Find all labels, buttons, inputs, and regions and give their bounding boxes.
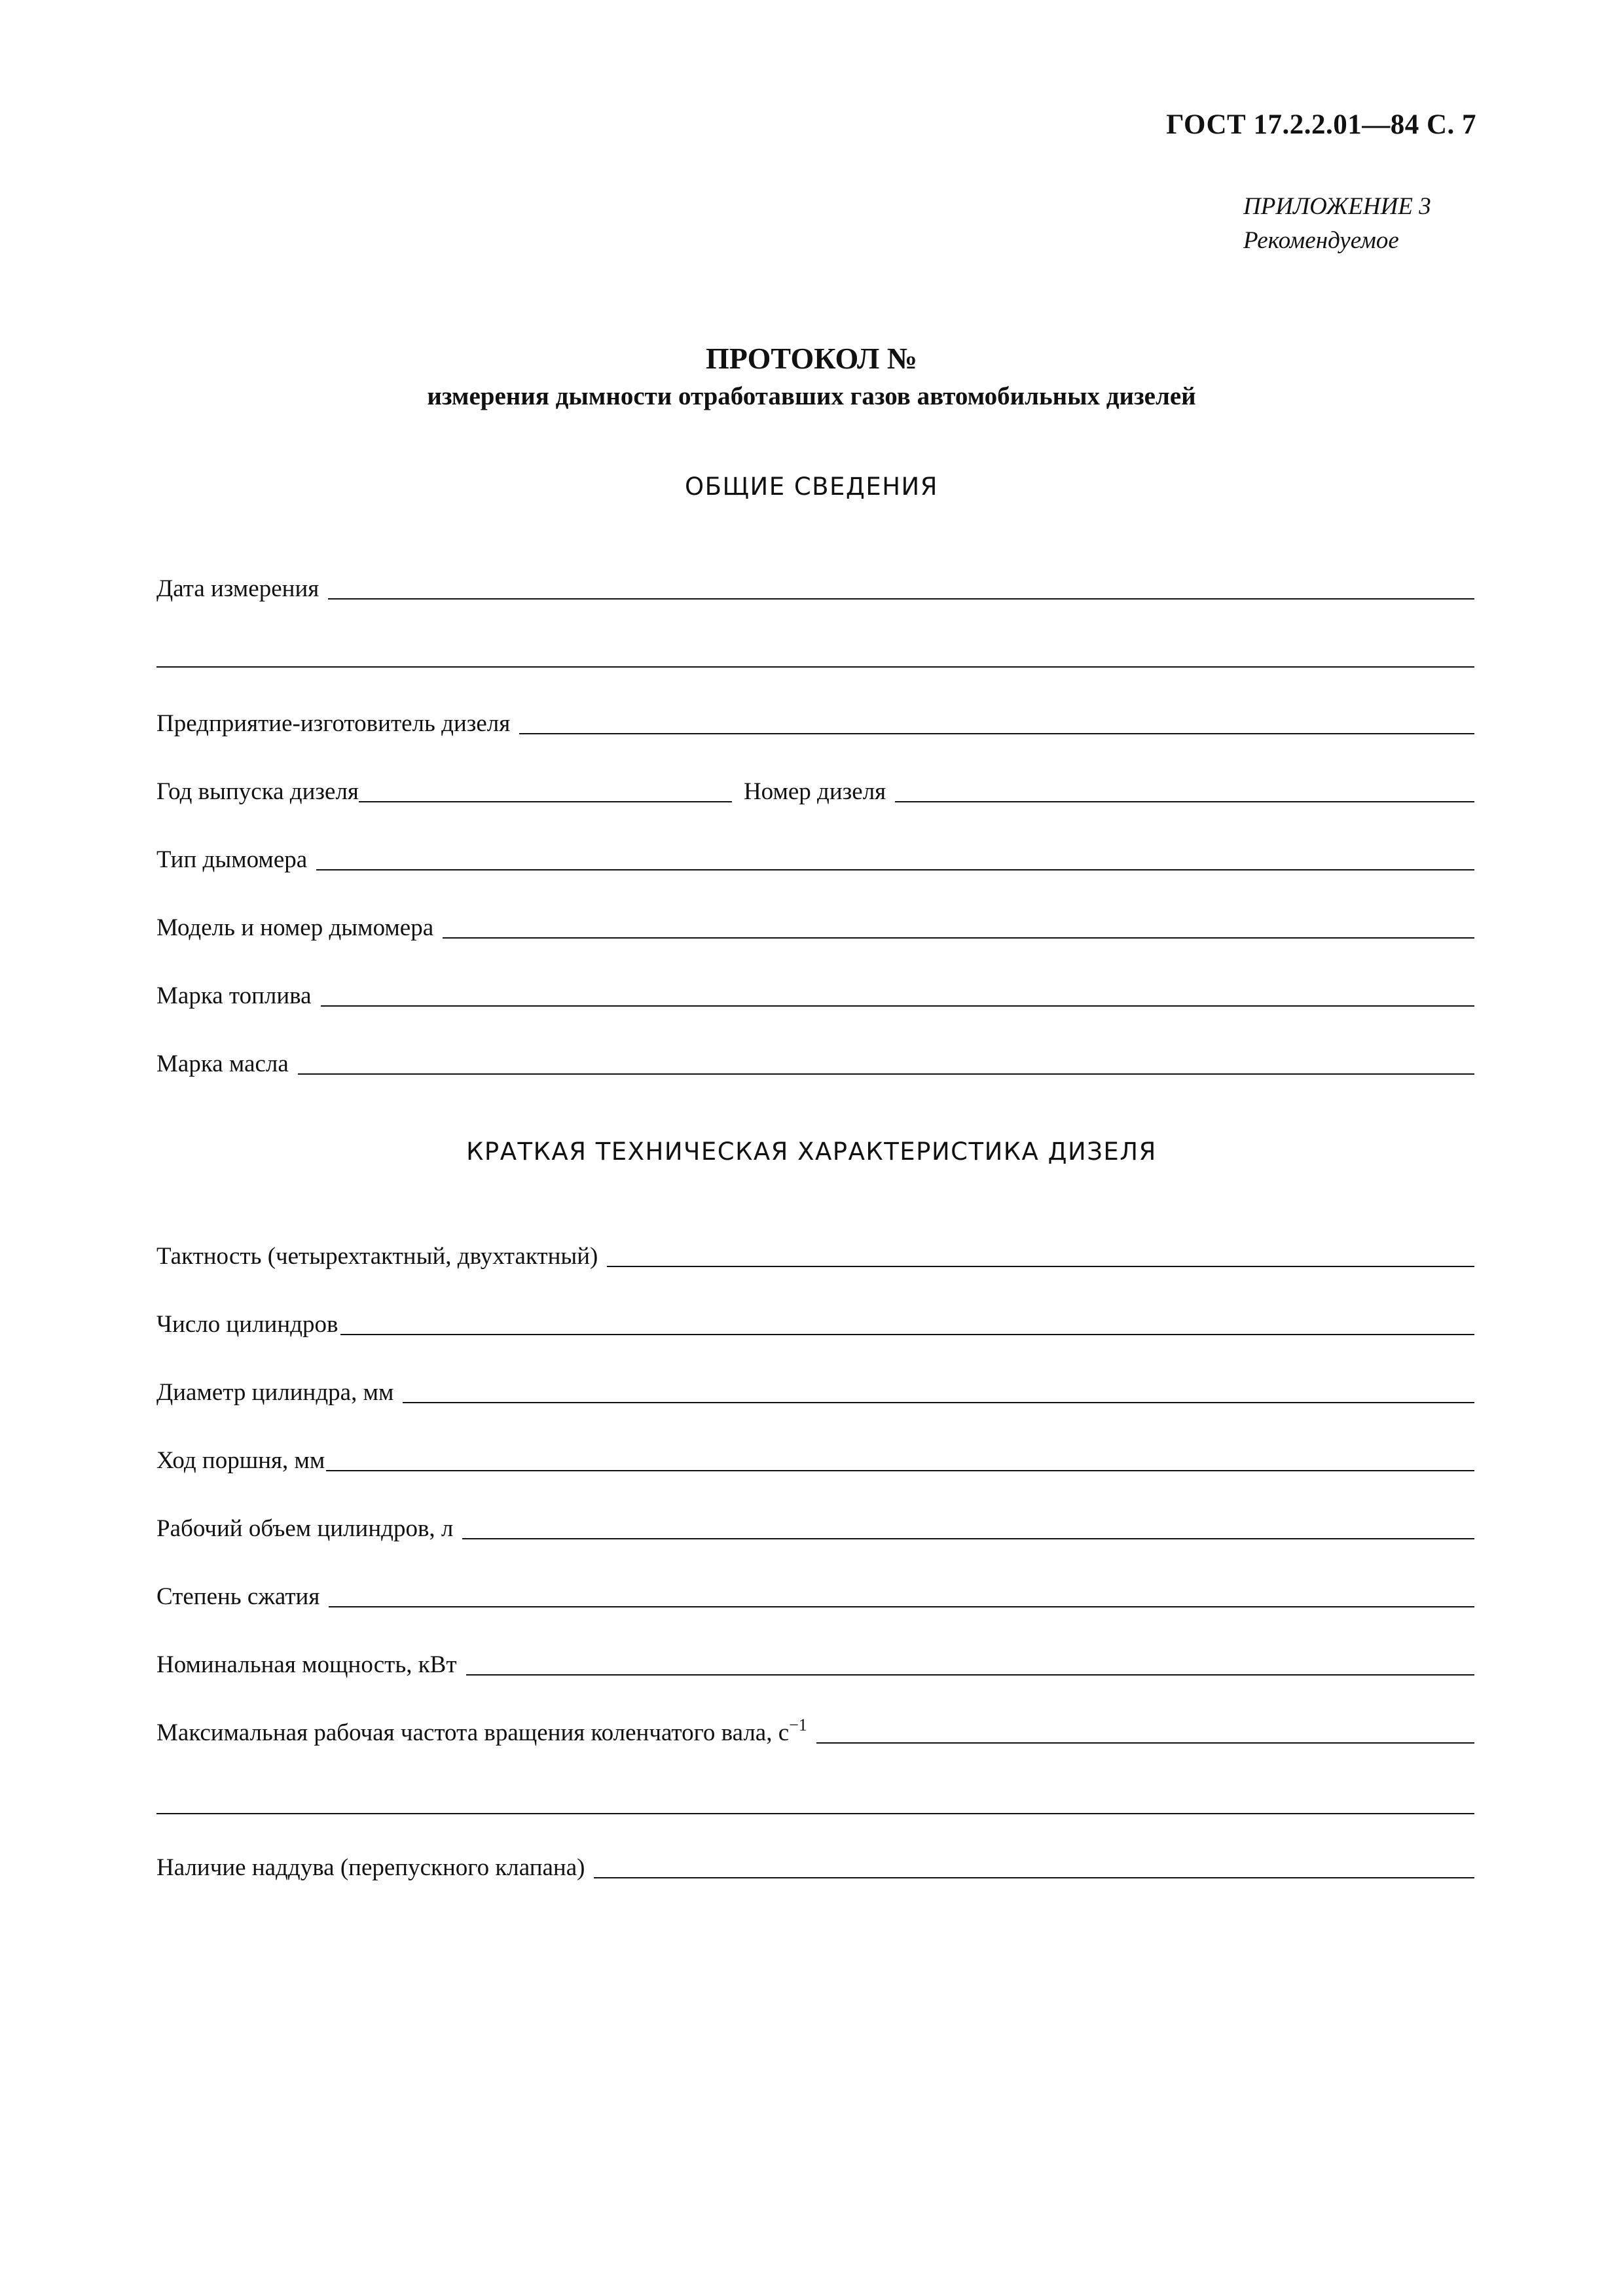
smokemeter-model-line[interactable] (443, 937, 1474, 939)
turbo-line[interactable] (594, 1877, 1474, 1878)
stroke-label: Ход поршня, мм (156, 1447, 325, 1474)
stroke-line[interactable] (326, 1470, 1474, 1471)
compression-line[interactable] (329, 1606, 1474, 1607)
year-and-number-field[interactable] (156, 764, 1474, 804)
stroke-field[interactable] (156, 1433, 1474, 1473)
appendix-status: Рекомендуемое (1243, 227, 1399, 254)
diesel-number-line[interactable] (895, 801, 1474, 802)
oil-grade-line[interactable] (298, 1073, 1474, 1075)
smokemeter-model-label: Модель и номер дымомера (156, 914, 434, 941)
fuel-grade-line[interactable] (321, 1005, 1474, 1007)
bore-field[interactable] (156, 1365, 1474, 1405)
oil-grade-label: Марка масла (156, 1050, 289, 1077)
max-speed-label-text: Максимальная рабочая частота вращения коленчатого вала, с (156, 1719, 790, 1746)
year-of-issue-line[interactable] (359, 801, 732, 802)
rated-power-line[interactable] (466, 1674, 1474, 1676)
measurement-date-line[interactable] (328, 598, 1474, 600)
cylinders-line[interactable] (340, 1334, 1474, 1335)
bore-line[interactable] (403, 1402, 1474, 1403)
max-speed-field[interactable] (156, 1706, 1474, 1745)
compression-field[interactable] (156, 1570, 1474, 1609)
oil-grade-field[interactable] (156, 1037, 1474, 1076)
smokemeter-type-label: Тип дымомера (156, 846, 308, 873)
fuel-grade-label: Марка топлива (156, 982, 312, 1009)
standard-reference: ГОСТ 17.2.2.01—84 С. 7 (1166, 109, 1476, 140)
cylinders-field[interactable] (156, 1297, 1474, 1336)
bore-label: Диаметр цилиндра, мм (156, 1379, 394, 1406)
technical-heading: КРАТКАЯ ТЕХНИЧЕСКАЯ ХАРАКТЕРИСТИКА ДИЗЕЛЯ (466, 1138, 1157, 1166)
turbo-label: Наличие наддува (перепускного клапана) (156, 1854, 585, 1881)
max-speed-exponent: −1 (789, 1715, 807, 1734)
displacement-label: Рабочий объем цилиндров, л (156, 1515, 454, 1542)
strokes-label: Тактность (четырехтактный, двухтактный) (156, 1243, 598, 1270)
diesel-number-label: Номер дизеля (743, 778, 886, 805)
general-info-heading: ОБЩИЕ СВЕДЕНИЯ (685, 473, 938, 501)
measurement-date-field[interactable] (156, 562, 1474, 601)
max-speed-line[interactable] (816, 1742, 1474, 1744)
strokes-field[interactable] (156, 1229, 1474, 1268)
compression-label: Степень сжатия (156, 1583, 320, 1610)
manufacturer-field[interactable] (156, 696, 1474, 736)
strokes-line[interactable] (607, 1266, 1474, 1267)
appendix-block (1243, 190, 1431, 258)
manufacturer-line[interactable] (519, 733, 1474, 734)
rated-power-label: Номинальная мощность, кВт (156, 1651, 457, 1678)
rated-power-field[interactable] (156, 1638, 1474, 1677)
protocol-subtitle: измерения дымности отработавших газов автомобильных дизелей (427, 382, 1196, 410)
smokemeter-model-field[interactable] (156, 901, 1474, 940)
max-speed-label (156, 1715, 816, 1748)
smokemeter-type-line[interactable] (316, 869, 1474, 870)
measurement-date-label: Дата измерения (156, 575, 319, 602)
displacement-field[interactable] (156, 1501, 1474, 1541)
protocol-title-block (0, 339, 1623, 415)
measurement-date-continuation-line[interactable] (156, 666, 1474, 668)
fuel-grade-field[interactable] (156, 969, 1474, 1008)
smokemeter-type-field[interactable] (156, 833, 1474, 872)
displacement-line[interactable] (462, 1538, 1474, 1539)
max-speed-continuation-line[interactable] (156, 1813, 1474, 1814)
protocol-title: ПРОТОКОЛ № (706, 342, 917, 375)
appendix-title: ПРИЛОЖЕНИЕ 3 (1243, 193, 1431, 220)
turbo-field[interactable] (156, 1840, 1474, 1880)
year-of-issue-label: Год выпуска дизеля (156, 778, 359, 805)
cylinders-label: Число цилиндров (156, 1311, 338, 1338)
manufacturer-label: Предприятие-изготовитель дизеля (156, 710, 511, 737)
